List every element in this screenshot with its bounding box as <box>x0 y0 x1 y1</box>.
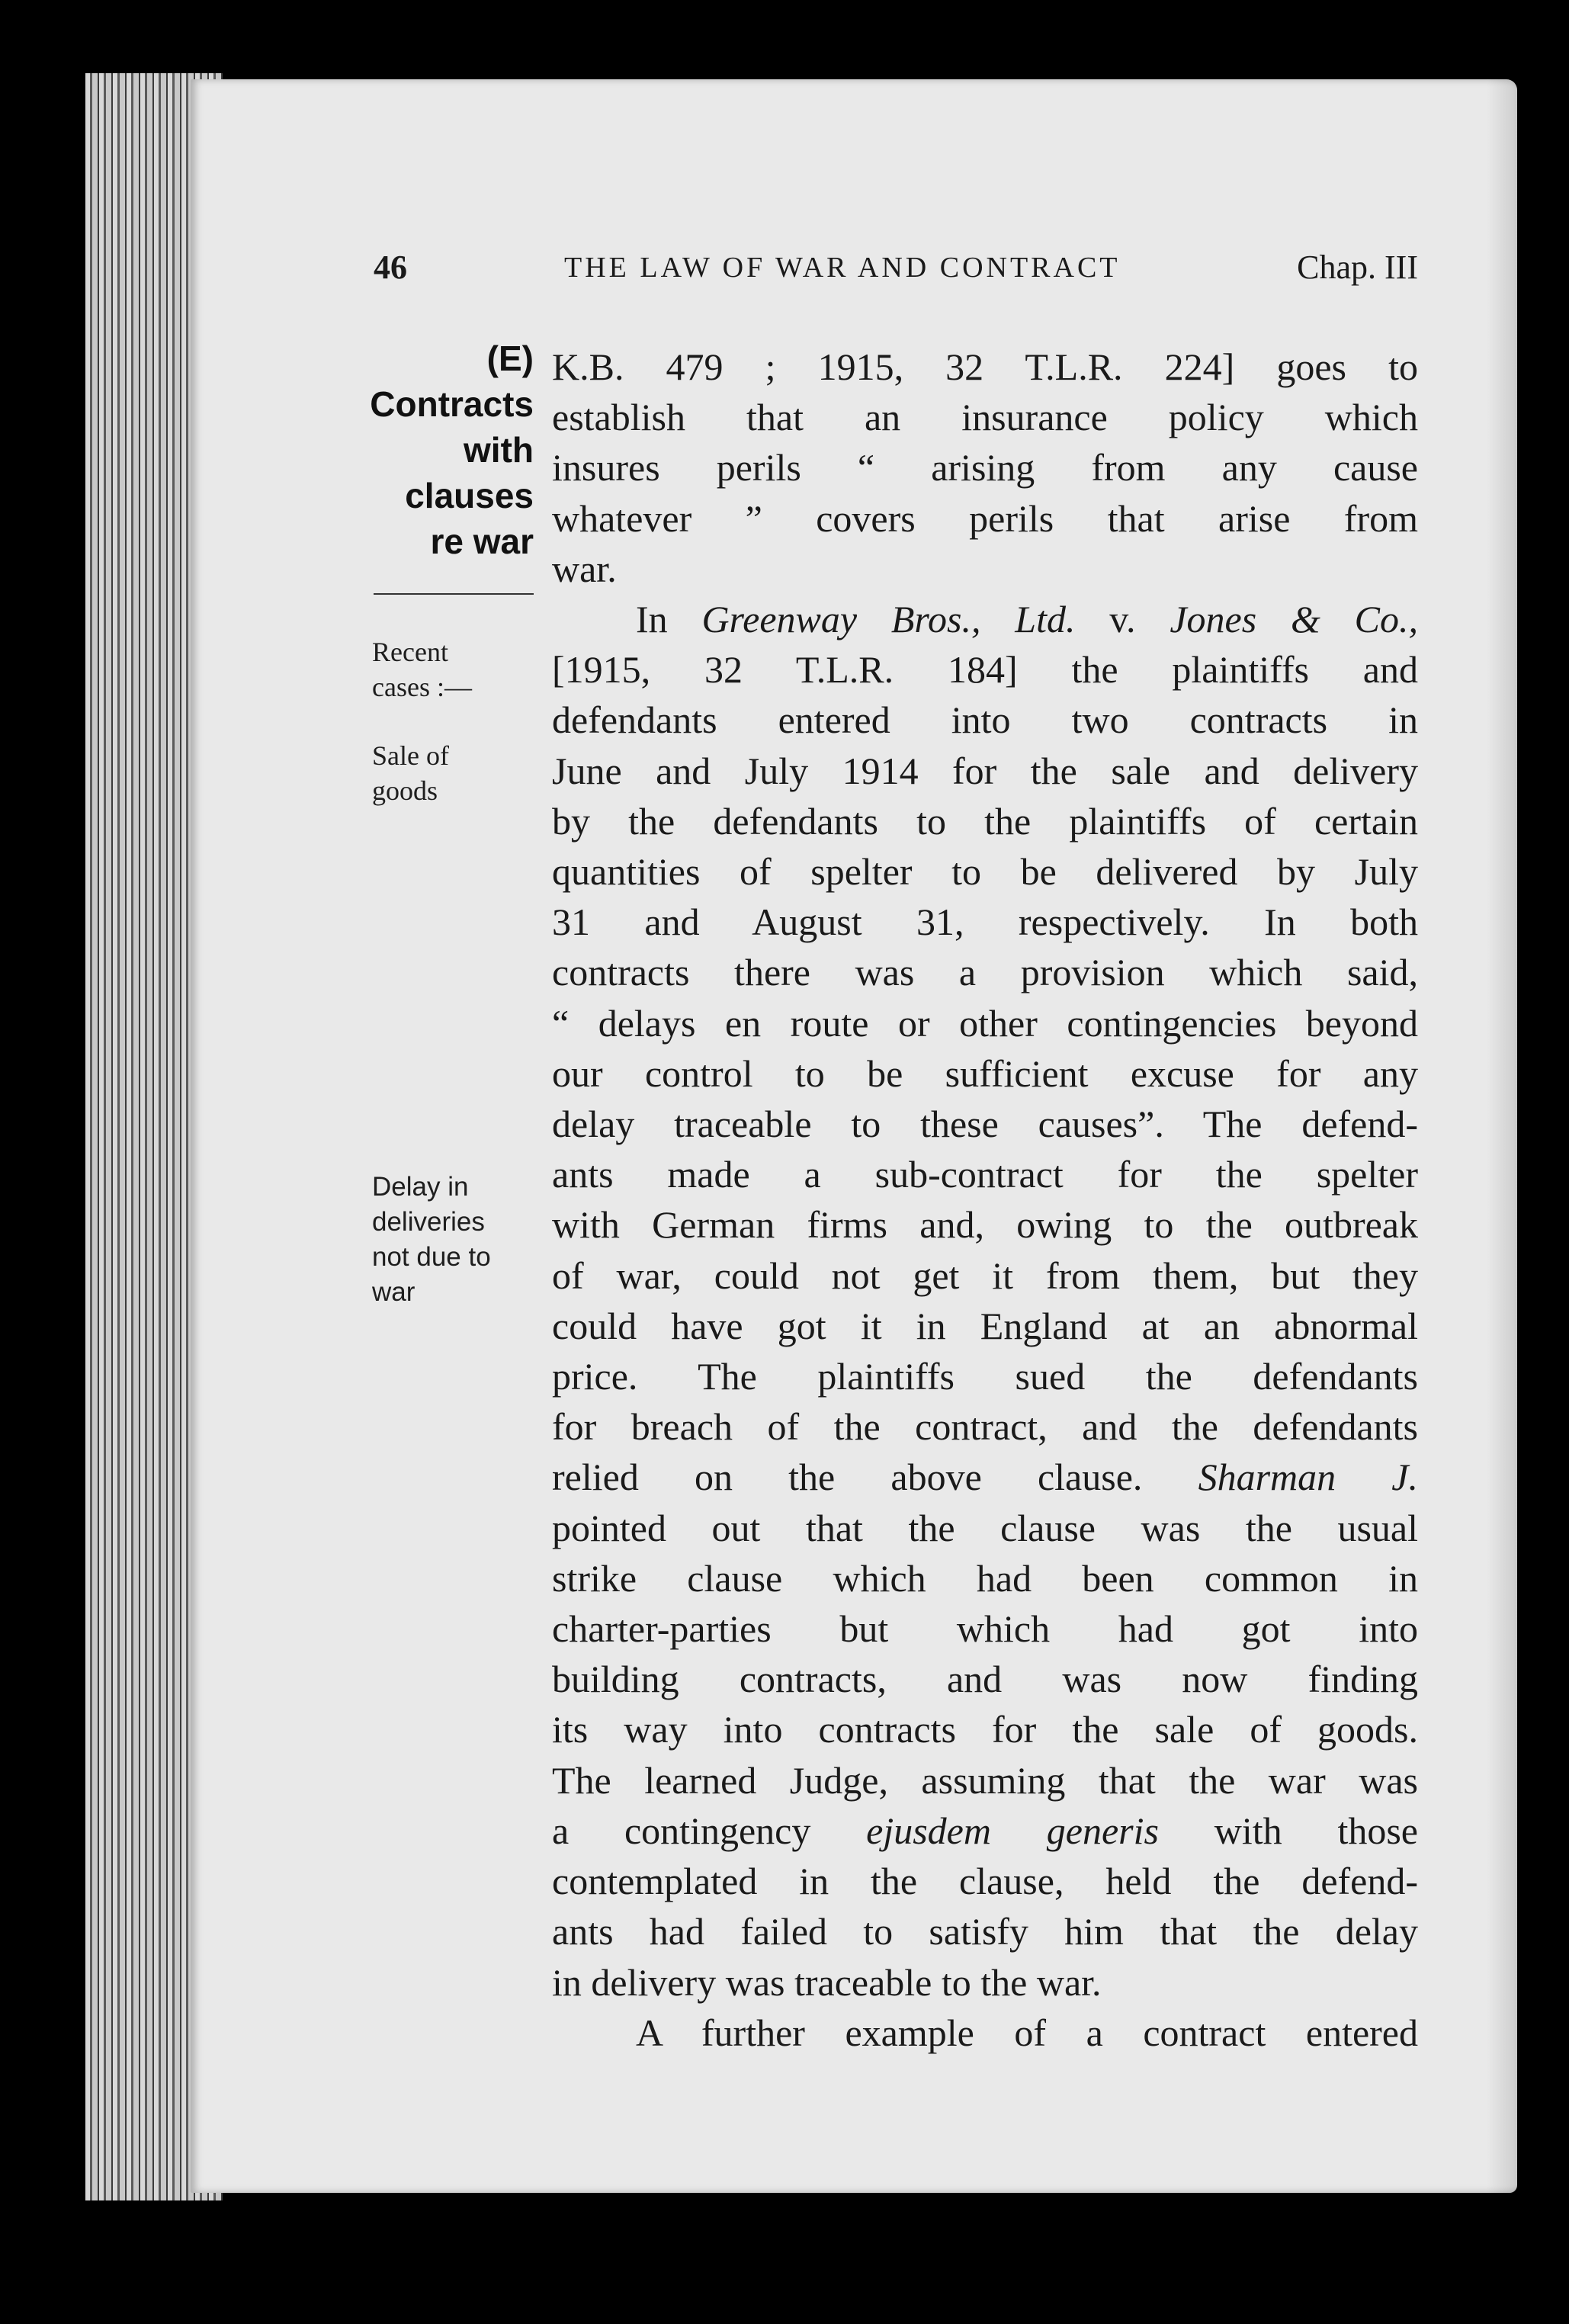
text-run: with those <box>1158 1809 1418 1852</box>
text-line: ants made a sub-contract for the spelter <box>552 1153 1418 1196</box>
text-run: In <box>636 598 702 641</box>
text-line: strike clause which had been common in <box>552 1556 1418 1600</box>
side-note-line: deliveries <box>372 1207 485 1237</box>
paragraph-1 <box>552 342 1418 594</box>
paragraph-3 <box>552 2008 1418 2058</box>
text-line: contracts there was a provision which said, <box>552 951 1418 994</box>
book-title: THE LAW OF WAR AND CONTRACT <box>564 252 1121 284</box>
side-note-line: Sale of <box>372 740 449 771</box>
text-line: contemplated in the clause, held the defend- <box>552 1860 1418 1903</box>
text-line: delay traceable to these causes”. The defend- <box>552 1103 1418 1146</box>
text-line: K.B. 479 ; 1915, 32 T.L.R. 224] goes to <box>552 345 1418 388</box>
text-line: with German firms and, owing to the outbreak <box>552 1203 1418 1247</box>
latin-term: ejusdem generis <box>866 1809 1159 1852</box>
side-note-sale-of-goods <box>372 738 540 808</box>
text-line: of war, could not get it from them, but they <box>552 1253 1418 1297</box>
page-number: 46 <box>374 249 407 286</box>
text-line: establish that an insurance policy which <box>552 396 1418 439</box>
text-line: [1915, 32 T.L.R. 184] the plaintiffs and <box>552 648 1418 692</box>
text-line: insures perils “ arising from any cause <box>552 446 1418 490</box>
side-note-line: Recent <box>372 637 448 667</box>
paragraph-2 <box>552 594 1418 2008</box>
side-note-line: goods <box>372 775 438 806</box>
margin-heading-line: Contracts <box>370 384 534 424</box>
text-line: building contracts, and was now finding <box>552 1658 1418 1701</box>
side-note-line: war <box>372 1277 416 1307</box>
text-run: v. <box>1075 598 1170 641</box>
text-line: “ delays en route or other contingencies beyond <box>552 1001 1418 1045</box>
text-line: June and July 1914 for the sale and delivery <box>552 749 1418 792</box>
running-head <box>374 248 1418 294</box>
text-line: in delivery was traceable to the war. <box>552 1960 1102 2004</box>
text-line: its way into contracts for the sale of goods. <box>552 1708 1418 1751</box>
judge-name: Sharman J. <box>1198 1456 1418 1499</box>
text-run: relied on the above clause. <box>552 1456 1198 1499</box>
margin-divider <box>374 593 534 595</box>
text-line: price. The plaintiffs sued the defendants <box>552 1355 1418 1398</box>
margin-heading-line: with <box>464 430 534 470</box>
margin-section-heading <box>364 335 534 564</box>
text-line: could have got it in England at an abnormal <box>552 1304 1418 1347</box>
text-line: The learned Judge, assuming that the war was <box>552 1758 1418 1802</box>
text-line <box>552 1806 1418 1856</box>
text-line: war. <box>552 547 617 590</box>
text-line: whatever ” covers perils that arise from <box>552 496 1418 540</box>
case-name: Greenway Bros., Ltd. <box>701 598 1076 641</box>
text-line: by the defendants to the plaintiffs of certain <box>552 799 1418 843</box>
text-line: pointed out that the clause was the usual <box>552 1506 1418 1549</box>
text-line: A further example of a contract entered <box>636 2011 1418 2054</box>
text-line: for breach of the contract, and the defendants <box>552 1405 1418 1449</box>
text-line: quantities of spelter to be delivered by July <box>552 850 1418 894</box>
side-note-line: cases :— <box>372 672 472 702</box>
text-line: our control to be sufficient excuse for any <box>552 1051 1418 1095</box>
text-run: a contingency <box>552 1809 867 1852</box>
page-shade <box>1487 79 1517 2193</box>
text-line: 31 and August 31, respectively. In both <box>552 900 1418 944</box>
case-party: Jones & Co., <box>1170 598 1418 641</box>
text-line: defendants entered into two contracts in <box>552 698 1418 742</box>
margin-heading-line: (E) <box>486 339 534 378</box>
side-note-delay <box>372 1170 540 1310</box>
body-text <box>552 342 1418 2058</box>
text-line <box>552 594 1418 644</box>
chapter-label: Chap. III <box>1297 249 1418 286</box>
side-note-line: not due to <box>372 1242 491 1272</box>
margin-heading-line: clauses <box>405 476 534 515</box>
margin-heading-line: re war <box>430 522 534 561</box>
side-note-line: Delay in <box>372 1172 469 1202</box>
text-line: ants had failed to satisfy him that the delay <box>552 1910 1418 1953</box>
text-line <box>552 1452 1418 1502</box>
text-line: charter-parties but which had got into <box>552 1607 1418 1651</box>
side-note-recent-cases <box>372 634 540 705</box>
